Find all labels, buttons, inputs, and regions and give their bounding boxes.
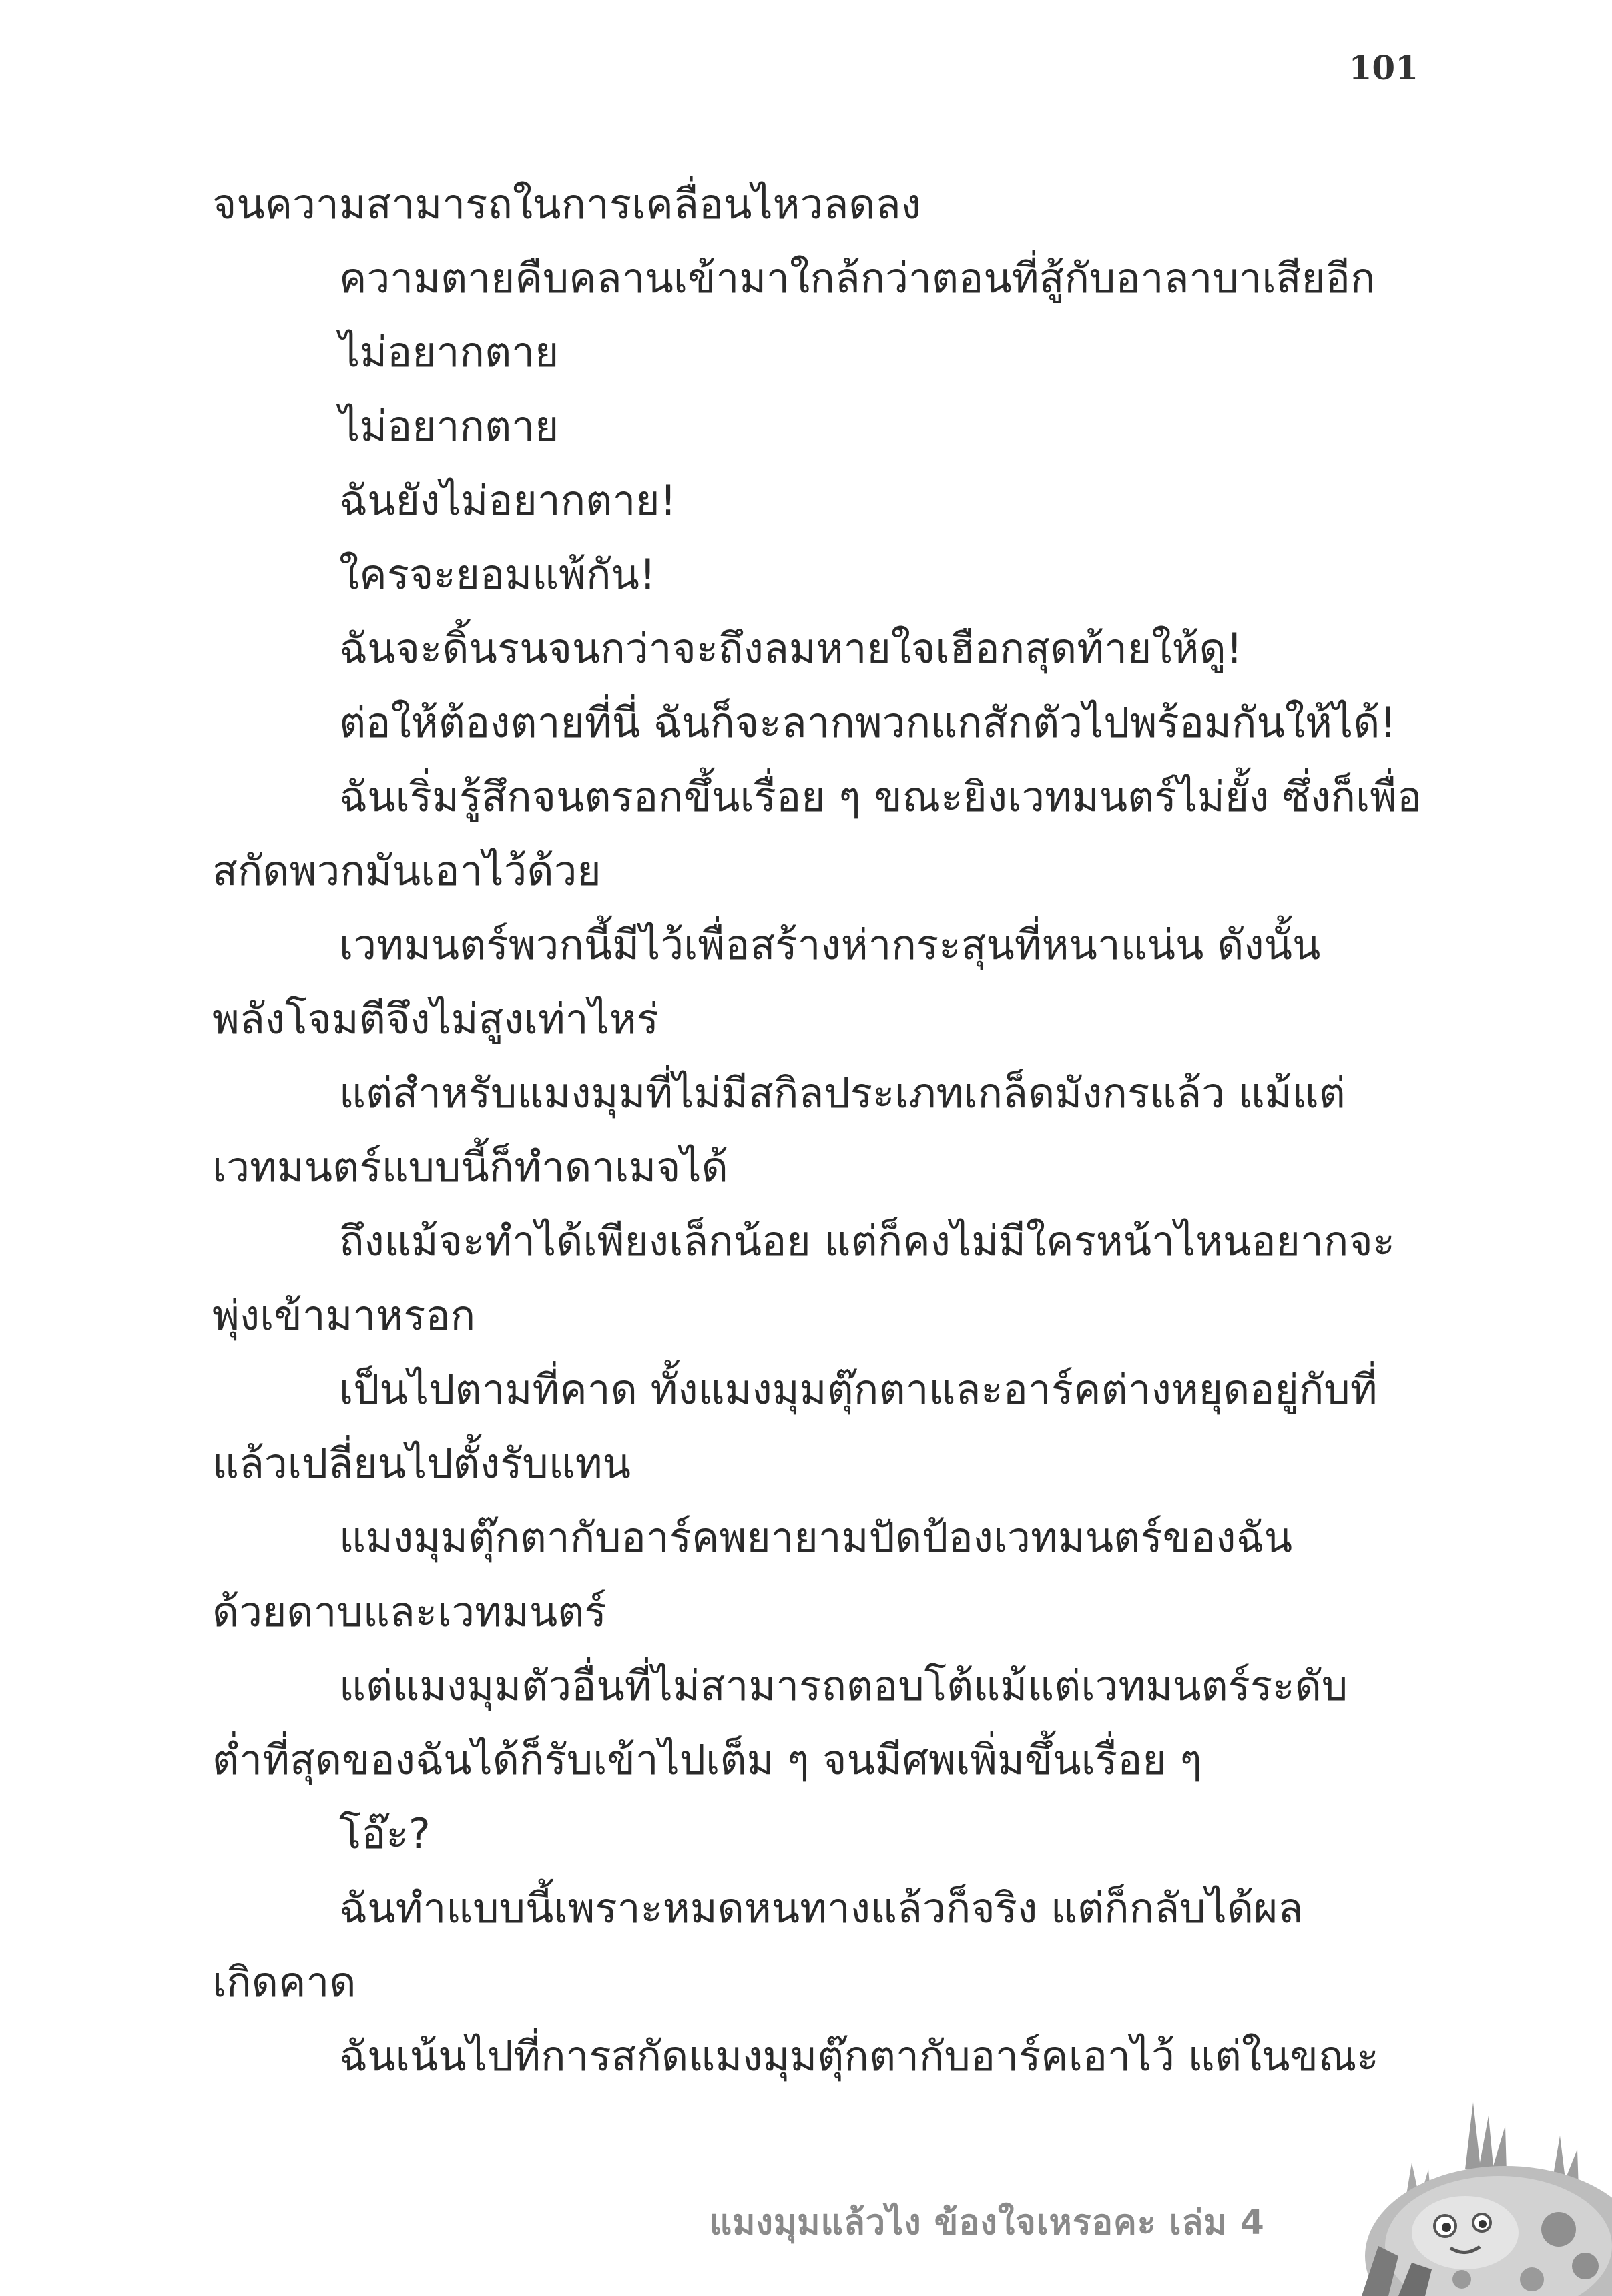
text-line: ใครจะยอมแพ้กัน!	[339, 550, 656, 599]
book-title-footer: แมงมุมแล้วไง ข้องใจเหรอคะ เล่ม 4	[709, 2203, 1265, 2243]
text-line: ฉันจะดิ้นรนจนกว่าจะถึงลมหายใจเฮือกสุดท้ายให้ดู!	[339, 624, 1243, 673]
text-line: เวทมนตร์พวกนี้มีไว้เพื่อสร้างห่ากระสุนที่หนาแน่น ดังนั้น	[339, 920, 1321, 969]
text-line: ความตายคืบคลานเข้ามาใกล้กว่าตอนที่สู้กับอาลาบาเสียอีก	[339, 254, 1376, 302]
text-line: ต่ำที่สุดของฉันได้ก็รับเข้าไปเต็ม ๆ จนมีศพเพิ่มขึ้นเรื่อย ๆ	[212, 1735, 1202, 1784]
text-line: ไม่อยากตาย	[339, 402, 559, 451]
text-line: ไม่อยากตาย	[339, 328, 559, 376]
spider-mascot-illustration	[1298, 2089, 1612, 2296]
text-line: ถึงแม้จะทำได้เพียงเล็กน้อย แต่ก็คงไม่มีใครหน้าไหนอยากจะ	[339, 1217, 1395, 1265]
text-line: เป็นไปตามที่คาด ทั้งแมงมุมตุ๊กตาและอาร์คต่างหยุดอยู่กับที่	[339, 1365, 1378, 1414]
text-line: ฉันเริ่มรู้สึกจนตรอกขึ้นเรื่อย ๆ ขณะยิงเวทมนตร์ไม่ยั้ง ซึ่งก็เพื่อ	[339, 772, 1422, 821]
text-line: สกัดพวกมันเอาไว้ด้วย	[212, 846, 601, 895]
text-line: จนความสามารถในการเคลื่อนไหวลดลง	[212, 180, 921, 228]
text-line: ต่อให้ต้องตายที่นี่ ฉันก็จะลากพวกแกสักตัวไปพร้อมกันให้ได้!	[339, 698, 1397, 747]
text-line: เกิดคาด	[212, 1958, 356, 2006]
text-line: ฉันทำแบบนี้เพราะหมดหนทางแล้วก็จริง แต่ก็กลับได้ผล	[339, 1884, 1304, 1932]
text-line: แมงมุมตุ๊กตากับอาร์คพยายามปัดป้องเวทมนตร์ของฉัน	[339, 1513, 1293, 1562]
page-number: 101	[1348, 48, 1418, 87]
body-text	[212, 167, 1422, 2093]
text-line: แต่สำหรับแมงมุมที่ไม่มีสกิลประเภทเกล็ดมังกรแล้ว แม้แต่	[339, 1069, 1346, 1117]
text-line: แต่แมงมุมตัวอื่นที่ไม่สามารถตอบโต้แม้แต่เวทมนตร์ระดับ	[339, 1661, 1348, 1710]
text-line: พุ่งเข้ามาหรอก	[212, 1291, 476, 1340]
text-line: ฉันเน้นไปที่การสกัดแมงมุมตุ๊กตากับอาร์คเอาไว้ แต่ในขณะ	[339, 2032, 1379, 2080]
text-line: เวทมนตร์แบบนี้ก็ทำดาเมจได้	[212, 1143, 728, 1191]
text-line: โอ๊ะ?	[339, 1809, 431, 1858]
text-line: แล้วเปลี่ยนไปตั้งรับแทน	[212, 1439, 631, 1488]
text-line: ฉันยังไม่อยากตาย!	[339, 476, 677, 525]
text-line: ด้วยดาบและเวทมนตร์	[212, 1587, 607, 1636]
text-line: พลังโจมตีจึงไม่สูงเท่าไหร่	[212, 994, 659, 1043]
